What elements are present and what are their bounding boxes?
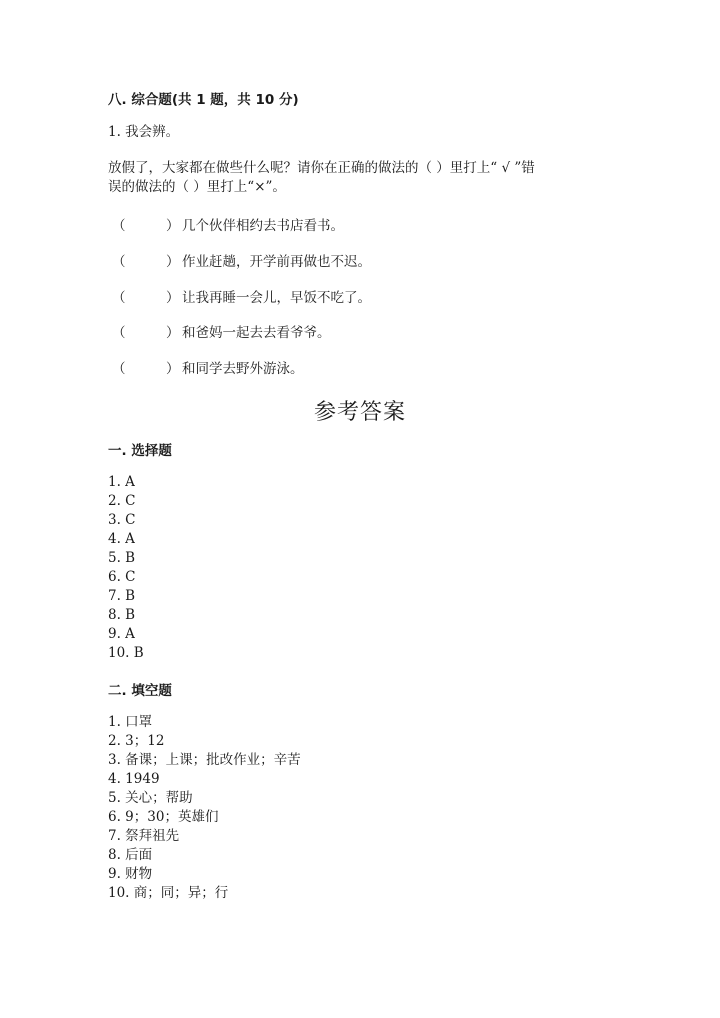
answer-item: 6. 9；30；英雄们: [108, 809, 219, 825]
judgement-item: [112, 321, 532, 340]
answer-item: 4. A: [108, 531, 135, 547]
answer-paren-close: ）: [166, 325, 180, 341]
answer-item: 7. B: [108, 588, 136, 604]
answer-paren-close: ）: [166, 218, 180, 234]
section-heading-8: 八. 综合题(共 1 题，共 10 分): [108, 92, 299, 108]
answer-item: 6. C: [108, 569, 136, 585]
answer-item: 7. 祭拜祖先: [108, 828, 180, 844]
answer-item: 2. C: [108, 493, 136, 509]
judgement-statement: 和同学去野外游泳。: [182, 361, 304, 377]
answer-item: 5. 关心；帮助: [108, 790, 193, 806]
answer-item: 8. 后面: [108, 847, 153, 863]
answer-item: 4. 1949: [108, 771, 160, 787]
answer-paren-open: （: [112, 290, 126, 306]
section-heading-choice: 一. 选择题: [108, 443, 172, 459]
answer-key-title: 参考答案: [313, 400, 406, 425]
choice-answer-list: [108, 473, 144, 663]
answer-item: 2. 3；12: [108, 733, 165, 749]
answer-item: 9. A: [108, 626, 135, 642]
judgement-item: [112, 214, 532, 233]
judgement-item: [112, 250, 532, 269]
judgement-statement: 几个伙伴相约去书店看书。: [182, 218, 344, 234]
instruction-line-1: 放假了，大家都在做些什么呢？请你在正确的做法的（ ）里打上“ √ ”错: [108, 160, 535, 176]
answer-paren-open: （: [112, 218, 126, 234]
answer-item: 9. 财物: [108, 866, 153, 882]
answer-item: 3. 备课；上课；批改作业；辛苦: [108, 752, 301, 768]
section-heading-fill: 二. 填空题: [108, 683, 172, 699]
answer-item: 5. B: [108, 550, 136, 566]
answer-paren-close: ）: [166, 290, 180, 306]
answer-paren-close: ）: [166, 361, 180, 377]
fill-answer-list: [108, 713, 301, 903]
answer-item: 10. 商；同；异；行: [108, 885, 229, 901]
judgement-item: [112, 357, 532, 376]
answer-paren-open: （: [112, 361, 126, 377]
judgement-statement: 作业赶趟，开学前再做也不迟。: [182, 254, 371, 270]
judgement-statement: 和爸妈一起去去看爷爷。: [182, 325, 331, 341]
judgement-item: [112, 286, 532, 305]
answer-paren-open: （: [112, 254, 126, 270]
answer-paren-open: （: [112, 325, 126, 341]
answer-item: 10. B: [108, 645, 144, 661]
instruction-line-2: 误的做法的（ ）里打上“×”。: [108, 179, 286, 195]
answer-item: 1. 口罩: [108, 714, 153, 730]
answer-item: 3. C: [108, 512, 136, 528]
answer-item: 1. A: [108, 474, 135, 490]
question-1-title: 1. 我会辨。: [108, 124, 180, 140]
judgement-statement: 让我再睡一会儿，早饭不吃了。: [182, 290, 371, 306]
answer-item: 8. B: [108, 607, 136, 623]
answer-paren-close: ）: [166, 254, 180, 270]
